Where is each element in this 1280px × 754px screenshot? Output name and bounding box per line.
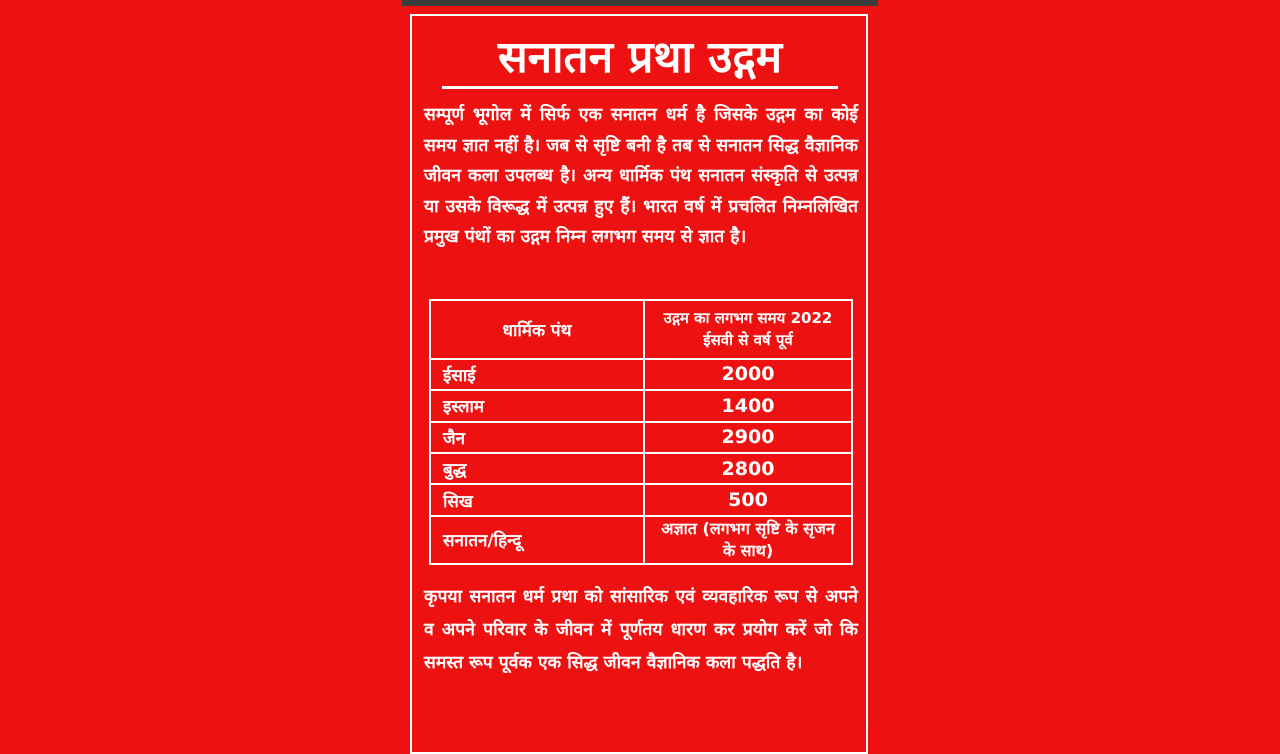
faith-cell: जैन — [430, 422, 644, 453]
faith-cell: इस्लाम — [430, 390, 644, 421]
years-cell: अज्ञात (लगभग सृष्टि के सृजन के साथ) — [644, 516, 852, 564]
table-row — [430, 453, 852, 484]
poster-title: सनातन प्रथा उद्गम — [497, 32, 783, 83]
years-cell: 1400 — [644, 390, 852, 421]
poster — [402, 0, 878, 720]
top-strip — [402, 0, 878, 6]
table-header-row — [430, 300, 852, 359]
table-row — [430, 422, 852, 453]
table-row — [430, 484, 852, 515]
faith-cell: सनातन/हिन्दू — [430, 516, 644, 564]
origin-table — [429, 299, 853, 565]
header-faith: धार्मिक पंथ — [430, 300, 644, 359]
years-cell: 2800 — [644, 453, 852, 484]
header-origin-time: उद्गम का लगभग समय 2022 ईसवी से वर्ष पूर्व — [644, 300, 852, 359]
table-row — [430, 359, 852, 390]
title-underline — [442, 86, 838, 89]
faith-cell: बुद्ध — [430, 453, 644, 484]
years-cell: 2900 — [644, 422, 852, 453]
years-cell: 500 — [644, 484, 852, 515]
closing-paragraph: कृपया सनातन धर्म प्रथा को सांसारिक एवं व्यवहारिक रूप से अपने व अपने परिवार के जीवन में पूर्णतय धारण कर प्रयोग करें जो कि समस्त रूप पूर्वक एक सिद्ध जीवन वैज्ञानिक कला पद्धति है। — [424, 587, 858, 673]
table-row — [430, 390, 852, 421]
intro-paragraph: सम्पूर्ण भूगोल में सिर्फ एक सनातन धर्म है जिसके उद्गम का कोई समय ज्ञात नहीं है। जब से सृष्टि बनी है तब से सनातन सिद्ध वैज्ञानिक जीवन कला उपलब्ध है। अन्य धार्मिक पंथ सनातन संस्कृति से उत्पन्न या उसके विरूद्ध में उत्पन्न हुए हैं। भारत वर्ष में प्रचलित निम्नलिखित प्रमुख पंथों का उद्गम निम्न लगभग समय से ज्ञात है। — [424, 105, 858, 247]
years-cell: 2000 — [644, 359, 852, 390]
table-row — [430, 516, 852, 564]
faith-cell: सिख — [430, 484, 644, 515]
faith-cell: ईसाई — [430, 359, 644, 390]
